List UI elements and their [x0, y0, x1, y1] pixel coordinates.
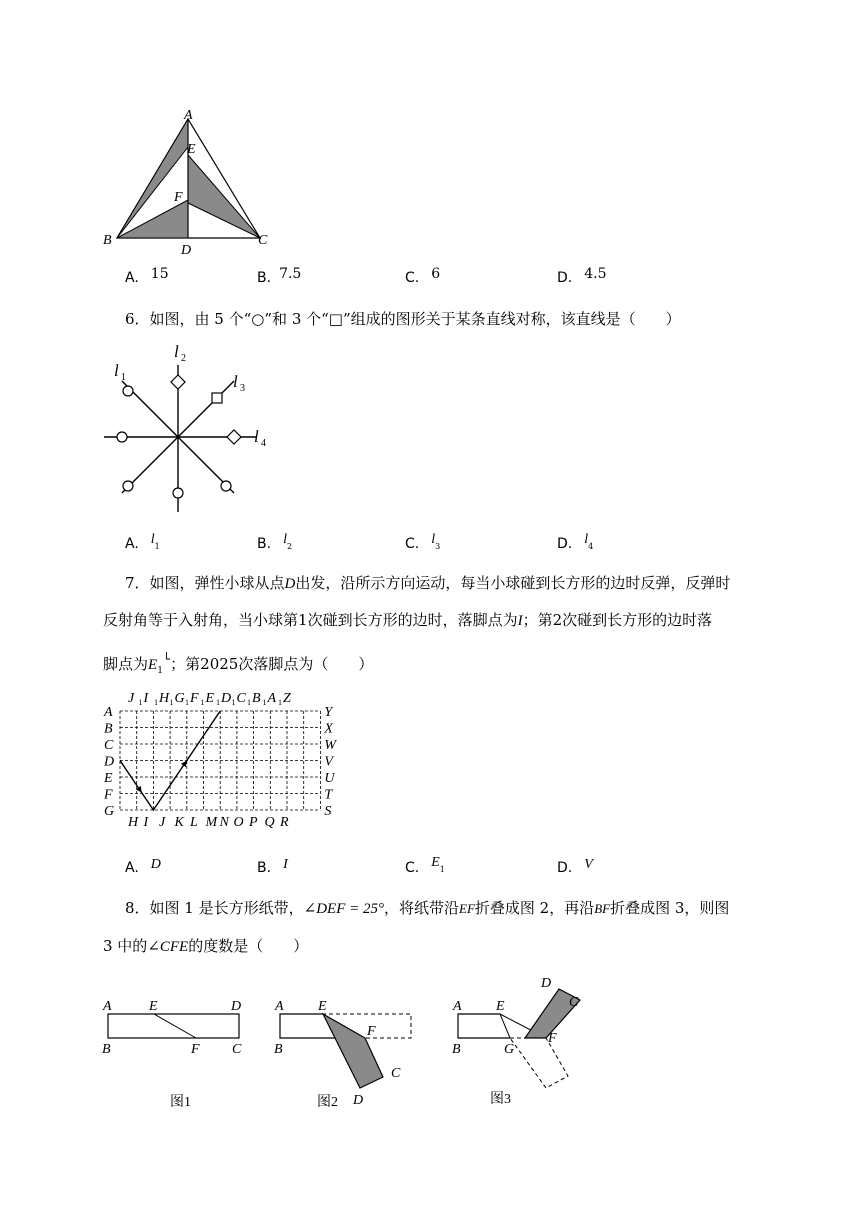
- grid-top-label: Z: [283, 691, 291, 706]
- grid-right-label: Y: [324, 705, 333, 720]
- grid-bottom-label: P: [249, 815, 258, 830]
- q5-option-d[interactable]: D. 4.5: [557, 266, 607, 286]
- caption-fig1: 图1: [170, 1095, 191, 1110]
- label-l1-sub: 1: [121, 372, 126, 383]
- q6-option-b[interactable]: B. $l_2$: [257, 532, 293, 552]
- q8-figure-2: [270, 990, 420, 1110]
- grid-top-label: I: [143, 691, 149, 706]
- q8-line-1: 8．如图 1 是长方形纸带，∠DEF = 25°，将纸带沿EF折叠成图 2，再沿BF折叠成图 3，则图: [125, 899, 730, 917]
- grid-top-subscript: 1: [138, 698, 143, 707]
- fig1-label-D: D: [231, 999, 242, 1014]
- q6-symmetry-figure: [98, 340, 278, 522]
- grid-bottom-label: O: [233, 815, 244, 830]
- grid-top-label: D: [221, 691, 232, 706]
- grid-right-label: S: [324, 804, 332, 819]
- grid-top-label: F: [190, 691, 199, 706]
- grid-bottom-label: M: [205, 815, 218, 830]
- q5-option-a[interactable]: A. 15: [125, 266, 169, 286]
- q6-question-text: 6．如图，由 5 个“○”和 3 个“□”组成的图形关于某条直线对称，该直线是（ ）: [125, 310, 681, 328]
- q7-line-1: 7．如图，弹性小球从点D出发，沿所示方向运动，每当小球碰到长方形的边时反弹，反弹时: [125, 574, 731, 592]
- label-B: B: [103, 233, 112, 248]
- q7-line-2: 反射角等于入射角，当小球第1次碰到长方形的边时，落脚点为I；第2次碰到长方形的边时落: [103, 611, 713, 629]
- fig3-label-E: E: [496, 999, 505, 1014]
- grid-top-subscript: 1: [185, 698, 189, 707]
- fig1-label-A: A: [103, 999, 112, 1014]
- q6-option-d[interactable]: D. $l_4$: [557, 532, 594, 552]
- q5-triangle-figure: [95, 105, 295, 260]
- fig2-label-D: D: [353, 1093, 364, 1108]
- grid-bottom-label: H: [128, 815, 139, 830]
- fig2-label-E: E: [318, 999, 327, 1014]
- fig3-label-G: G: [504, 1042, 515, 1057]
- label-l3: l: [233, 372, 238, 391]
- fig1-label-C: C: [232, 1042, 242, 1057]
- label-E: E: [187, 142, 196, 157]
- grid-top-label: A: [267, 691, 277, 706]
- grid-top-label: H: [159, 691, 170, 706]
- q5-option-c[interactable]: C. 6: [405, 266, 441, 286]
- grid-bottom-label: J: [159, 815, 166, 830]
- grid-left-label: D: [104, 754, 115, 770]
- q7-option-d[interactable]: D. V: [557, 857, 593, 876]
- grid-top-subscript: 1: [278, 698, 282, 707]
- grid-top-label: B: [252, 691, 261, 706]
- grid-bottom-label: N: [219, 815, 229, 830]
- grid-top-subscript: 1: [247, 698, 251, 707]
- label-l2: l: [174, 342, 179, 361]
- label-A: A: [184, 108, 193, 123]
- grid-bottom-label: K: [174, 815, 184, 830]
- grid-top-label: J: [128, 691, 135, 706]
- q5-option-b[interactable]: B. 7.5: [257, 266, 302, 286]
- grid-right-label: X: [324, 721, 333, 737]
- grid-right-label: T: [324, 787, 333, 803]
- grid-top-subscript: 1: [231, 698, 236, 707]
- caption-fig2: 图2: [317, 1095, 338, 1110]
- q8-figure-1: [98, 990, 258, 1110]
- grid-top-subscript: 1: [169, 698, 174, 707]
- grid-top-subscript: 1: [262, 698, 267, 707]
- q7-option-b[interactable]: B. I: [257, 857, 288, 876]
- fig3-label-C: C: [569, 995, 579, 1010]
- label-l4: l: [254, 427, 259, 446]
- q6-option-c[interactable]: C. $l_3$: [405, 532, 441, 552]
- grid-left-label: B: [104, 721, 113, 737]
- grid-top-label: G: [174, 691, 185, 706]
- fig1-label-E: E: [149, 999, 158, 1014]
- caption-fig3: 图3: [490, 1092, 511, 1107]
- grid-bottom-label: R: [280, 815, 289, 830]
- label-l1: l: [114, 361, 119, 380]
- fig2-label-F: F: [367, 1024, 376, 1039]
- q6-option-a[interactable]: A. $l_1$: [125, 532, 160, 552]
- label-C: C: [258, 233, 268, 248]
- grid-left-label: A: [104, 705, 113, 720]
- fig1-label-F: F: [191, 1042, 200, 1057]
- q7-option-a[interactable]: A. D: [125, 857, 161, 876]
- grid-bottom-label: L: [190, 815, 198, 830]
- label-l2-sub: 2: [181, 353, 186, 364]
- grid-right-label: V: [324, 754, 333, 770]
- grid-top-label: C: [236, 691, 246, 706]
- label-l4-sub: 4: [261, 438, 266, 449]
- fig3-label-A: A: [453, 999, 462, 1014]
- q7-bounce-grid-figure: [98, 690, 358, 834]
- fig3-label-B: B: [452, 1042, 461, 1057]
- grid-top-subscript: 1: [216, 698, 220, 707]
- grid-top-label: E: [205, 691, 215, 706]
- grid-bottom-label: Q: [264, 815, 275, 830]
- label-F: F: [174, 190, 183, 205]
- grid-right-label: U: [324, 771, 335, 786]
- q7-line-3: 脚点为$E_1^└$；第2025次落脚点为（ ）: [103, 652, 374, 676]
- arrow-head: [181, 761, 187, 768]
- grid-top-subscript: 1: [154, 698, 158, 707]
- fig1-label-B: B: [102, 1042, 111, 1057]
- grid-left-label: E: [104, 771, 113, 786]
- grid-left-label: G: [104, 804, 115, 819]
- label-D: D: [181, 243, 192, 258]
- label-l3-sub: 3: [240, 383, 245, 394]
- q7-option-c[interactable]: C. $E_1$: [405, 855, 445, 876]
- grid-top-subscript: 1: [200, 698, 205, 707]
- fig2-label-C: C: [391, 1066, 401, 1081]
- fig3-label-D: D: [541, 976, 552, 991]
- q8-figure-3: [448, 970, 598, 1110]
- fig2-label-A: A: [275, 999, 284, 1014]
- grid-left-label: F: [104, 787, 113, 803]
- grid-left-label: C: [104, 738, 114, 753]
- grid-bottom-label: I: [143, 815, 149, 830]
- fig3-label-F: F: [548, 1031, 557, 1046]
- grid-right-label: W: [324, 738, 337, 753]
- q8-line-2: 3 中的∠CFE的度数是（ ）: [103, 937, 309, 955]
- fig2-label-B: B: [274, 1042, 283, 1057]
